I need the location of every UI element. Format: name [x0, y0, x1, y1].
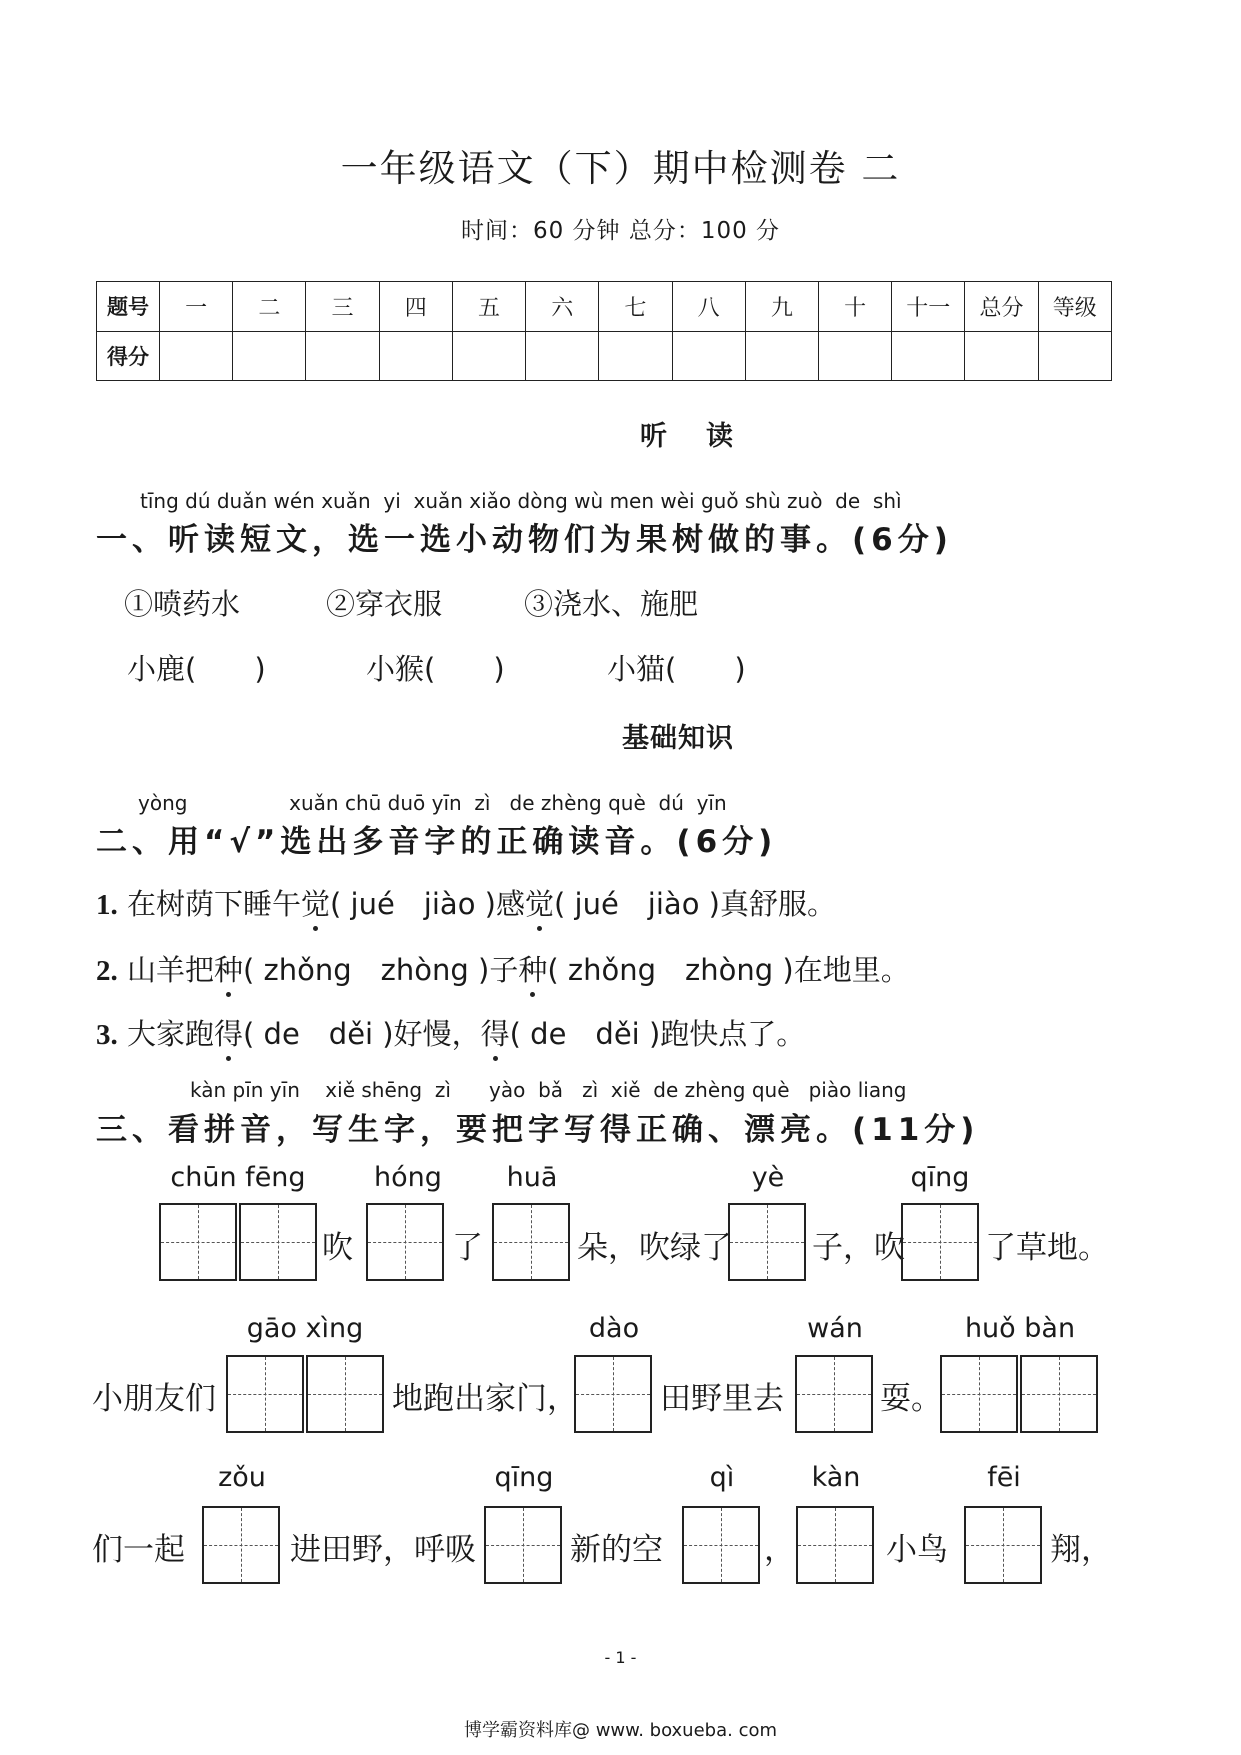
- score-blank-cell[interactable]: [672, 331, 745, 381]
- q2-item: [96, 882, 836, 923]
- q2-item-choice[interactable]: ( jué jiào )感: [330, 887, 525, 921]
- q3-pinyin: kàn pīn yīn xiě shēng zì yào bǎ zì xiě de zhèng què piào liang: [190, 1078, 907, 1102]
- writing-grid-box[interactable]: [940, 1355, 1018, 1433]
- q3-text-fragment: 了: [452, 1230, 483, 1266]
- footer-watermark: 博学霸资料库@ www. boxueba. com: [463, 1720, 778, 1741]
- writing-grid-box[interactable]: [574, 1355, 652, 1433]
- score-blank-cell[interactable]: [818, 331, 891, 381]
- q3-pinyin-prompt: wán: [807, 1313, 863, 1344]
- polyphone-char: 觉: [525, 882, 554, 923]
- q3-pinyin-prompt: zǒu: [218, 1462, 266, 1493]
- q3-pinyin-prompt: dào: [588, 1313, 640, 1344]
- q3-text-fragment: 了草地。: [985, 1230, 1109, 1266]
- q1-option: ①喷药水: [124, 587, 241, 621]
- q3-pinyin-prompt: gāo xìng: [246, 1313, 364, 1344]
- score-table-cell: 总分: [965, 282, 1038, 332]
- writing-grid-box[interactable]: [795, 1355, 873, 1433]
- writing-grid-box[interactable]: [728, 1203, 806, 1281]
- q3-pinyin-prompt: yè: [751, 1162, 785, 1193]
- q3-text-fragment: 地跑出家门，: [392, 1381, 578, 1417]
- q2-item-choice[interactable]: ( jué jiào )真舒服。: [554, 887, 836, 921]
- writing-grid-box[interactable]: [239, 1203, 317, 1281]
- writing-grid-box[interactable]: [964, 1506, 1042, 1584]
- q3-text-fragment: 新的空: [570, 1532, 663, 1568]
- score-table-cell: 七: [599, 282, 672, 332]
- writing-grid-box[interactable]: [306, 1355, 384, 1433]
- q3-text-fragment: 小鸟: [886, 1532, 948, 1568]
- q3-text-fragment: 吹: [322, 1230, 353, 1266]
- q2-item-number: 2.: [96, 955, 118, 987]
- q3-text-fragment: 们一起: [92, 1532, 185, 1568]
- score-table-cell: 五: [452, 282, 525, 332]
- score-table-cell: 四: [379, 282, 452, 332]
- polyphone-char: 种: [214, 948, 243, 989]
- score-table-header-row: [97, 282, 1112, 332]
- q2-item-choice[interactable]: ( de děi )跑快点了。: [509, 1017, 806, 1051]
- polyphone-char: 种: [518, 948, 547, 989]
- score-table-cell: 十: [818, 282, 891, 332]
- q2-item-text: 在树荫下睡午: [126, 887, 301, 921]
- q2-item-text: 大家跑: [126, 1017, 214, 1051]
- q2-item: [96, 948, 910, 989]
- q2-item: [96, 1012, 805, 1053]
- q1-answer-cat[interactable]: 小猫( ): [607, 652, 746, 686]
- polyphone-char: 觉: [301, 882, 330, 923]
- q3-pinyin-prompt: kàn: [811, 1462, 861, 1493]
- section-heading-basics: 基础知识: [622, 723, 734, 754]
- q1-answer-monkey[interactable]: 小猴( ): [366, 652, 505, 686]
- score-blank-cell[interactable]: [892, 331, 965, 381]
- score-table-score-row: [97, 331, 1112, 381]
- writing-grid-box[interactable]: [366, 1203, 444, 1281]
- q3-pinyin-prompt: huǒ bàn: [964, 1313, 1076, 1344]
- score-blank-cell[interactable]: [160, 331, 233, 381]
- q2-item-choice[interactable]: ( de děi )好慢，: [243, 1017, 481, 1051]
- score-blank-cell[interactable]: [599, 331, 672, 381]
- score-blank-cell[interactable]: [526, 331, 599, 381]
- q2-title: 二、用“√”选出多音字的正确读音。(6分): [96, 824, 778, 860]
- writing-grid-box[interactable]: [492, 1203, 570, 1281]
- score-table: [96, 281, 1112, 381]
- q3-pinyin-prompt: fēi: [987, 1462, 1021, 1493]
- writing-grid-box[interactable]: [901, 1203, 979, 1281]
- q3-pinyin-prompt: chūn fēng: [170, 1162, 306, 1193]
- score-blank-cell[interactable]: [965, 331, 1038, 381]
- q2-item-number: 3.: [96, 1019, 118, 1051]
- q1-answer-deer[interactable]: 小鹿( ): [127, 652, 266, 686]
- q3-text-fragment: 耍。: [880, 1381, 942, 1417]
- q2-item-choice[interactable]: ( zhǒng zhòng )子: [243, 953, 519, 987]
- score-table-cell: 题号: [97, 282, 160, 332]
- writing-grid-box[interactable]: [159, 1203, 237, 1281]
- q2-item-text: 山羊把: [126, 953, 214, 987]
- score-table-cell: 六: [526, 282, 599, 332]
- q3-text-fragment: 朵，吹绿了: [577, 1230, 732, 1266]
- q2-item-number: 1.: [96, 889, 118, 921]
- q1-option: ②穿衣服: [326, 587, 443, 621]
- q3-text-fragment: 进田野，呼吸: [290, 1532, 476, 1568]
- q3-pinyin-prompt: huā: [506, 1162, 558, 1193]
- q3-pinyin-prompt: hóng: [374, 1162, 442, 1193]
- q3-pinyin-prompt: qīng: [494, 1462, 554, 1493]
- score-blank-cell[interactable]: [306, 331, 379, 381]
- writing-grid-box[interactable]: [1020, 1355, 1098, 1433]
- polyphone-char: 得: [214, 1012, 243, 1053]
- score-blank-cell[interactable]: [452, 331, 525, 381]
- q3-title: 三、看拼音，写生字，要把字写得正确、漂亮。(11分): [96, 1112, 980, 1148]
- score-table-cell: 二: [233, 282, 306, 332]
- score-table-cell: 九: [745, 282, 818, 332]
- q3-text-fragment: 田野里去: [660, 1381, 784, 1417]
- writing-grid-box[interactable]: [796, 1506, 874, 1584]
- q1-pinyin: tīng dú duǎn wén xuǎn yi xuǎn xiǎo dòng wù men wèi guǒ shù zuò de shì: [140, 489, 902, 513]
- q3-text-fragment: 子，吹: [812, 1230, 905, 1266]
- writing-grid-box[interactable]: [226, 1355, 304, 1433]
- score-blank-cell[interactable]: [1038, 331, 1111, 381]
- polyphone-char: 得: [481, 1012, 510, 1053]
- score-blank-cell[interactable]: [745, 331, 818, 381]
- q3-text-fragment: 小朋友们: [92, 1381, 216, 1417]
- score-table-cell: 一: [160, 282, 233, 332]
- writing-grid-box[interactable]: [682, 1506, 760, 1584]
- score-table-cell: 十一: [892, 282, 965, 332]
- score-table-cell: 三: [306, 282, 379, 332]
- q2-item-choice[interactable]: ( zhǒng zhòng )在地里。: [547, 953, 910, 987]
- q2-pinyin: yòng xuǎn chū duō yīn zì de zhèng què dú yīn: [138, 791, 727, 815]
- score-table-cell: 等级: [1038, 282, 1111, 332]
- writing-grid-box[interactable]: [484, 1506, 562, 1584]
- section-heading-listening: 听 读: [640, 421, 739, 452]
- score-table-cell: 八: [672, 282, 745, 332]
- writing-grid-box[interactable]: [202, 1506, 280, 1584]
- page-title: 一年级语文（下）期中检测卷 二: [340, 147, 901, 190]
- q1-option: ③浇水、施肥: [524, 587, 699, 621]
- exam-time-score: 时间：60 分钟 总分：100 分: [460, 218, 781, 244]
- score-table-cell: 得分: [97, 331, 160, 381]
- q3-text-fragment: 翔，: [1050, 1532, 1112, 1568]
- q3-text-fragment: ，: [764, 1532, 795, 1568]
- page-number: - 1 -: [604, 1648, 637, 1667]
- score-blank-cell[interactable]: [233, 331, 306, 381]
- q3-pinyin-prompt: qīng: [910, 1162, 970, 1193]
- q1-title: 一、听读短文，选一选小动物们为果树做的事。(6分): [96, 522, 953, 558]
- score-blank-cell[interactable]: [379, 331, 452, 381]
- q3-pinyin-prompt: qì: [709, 1462, 735, 1493]
